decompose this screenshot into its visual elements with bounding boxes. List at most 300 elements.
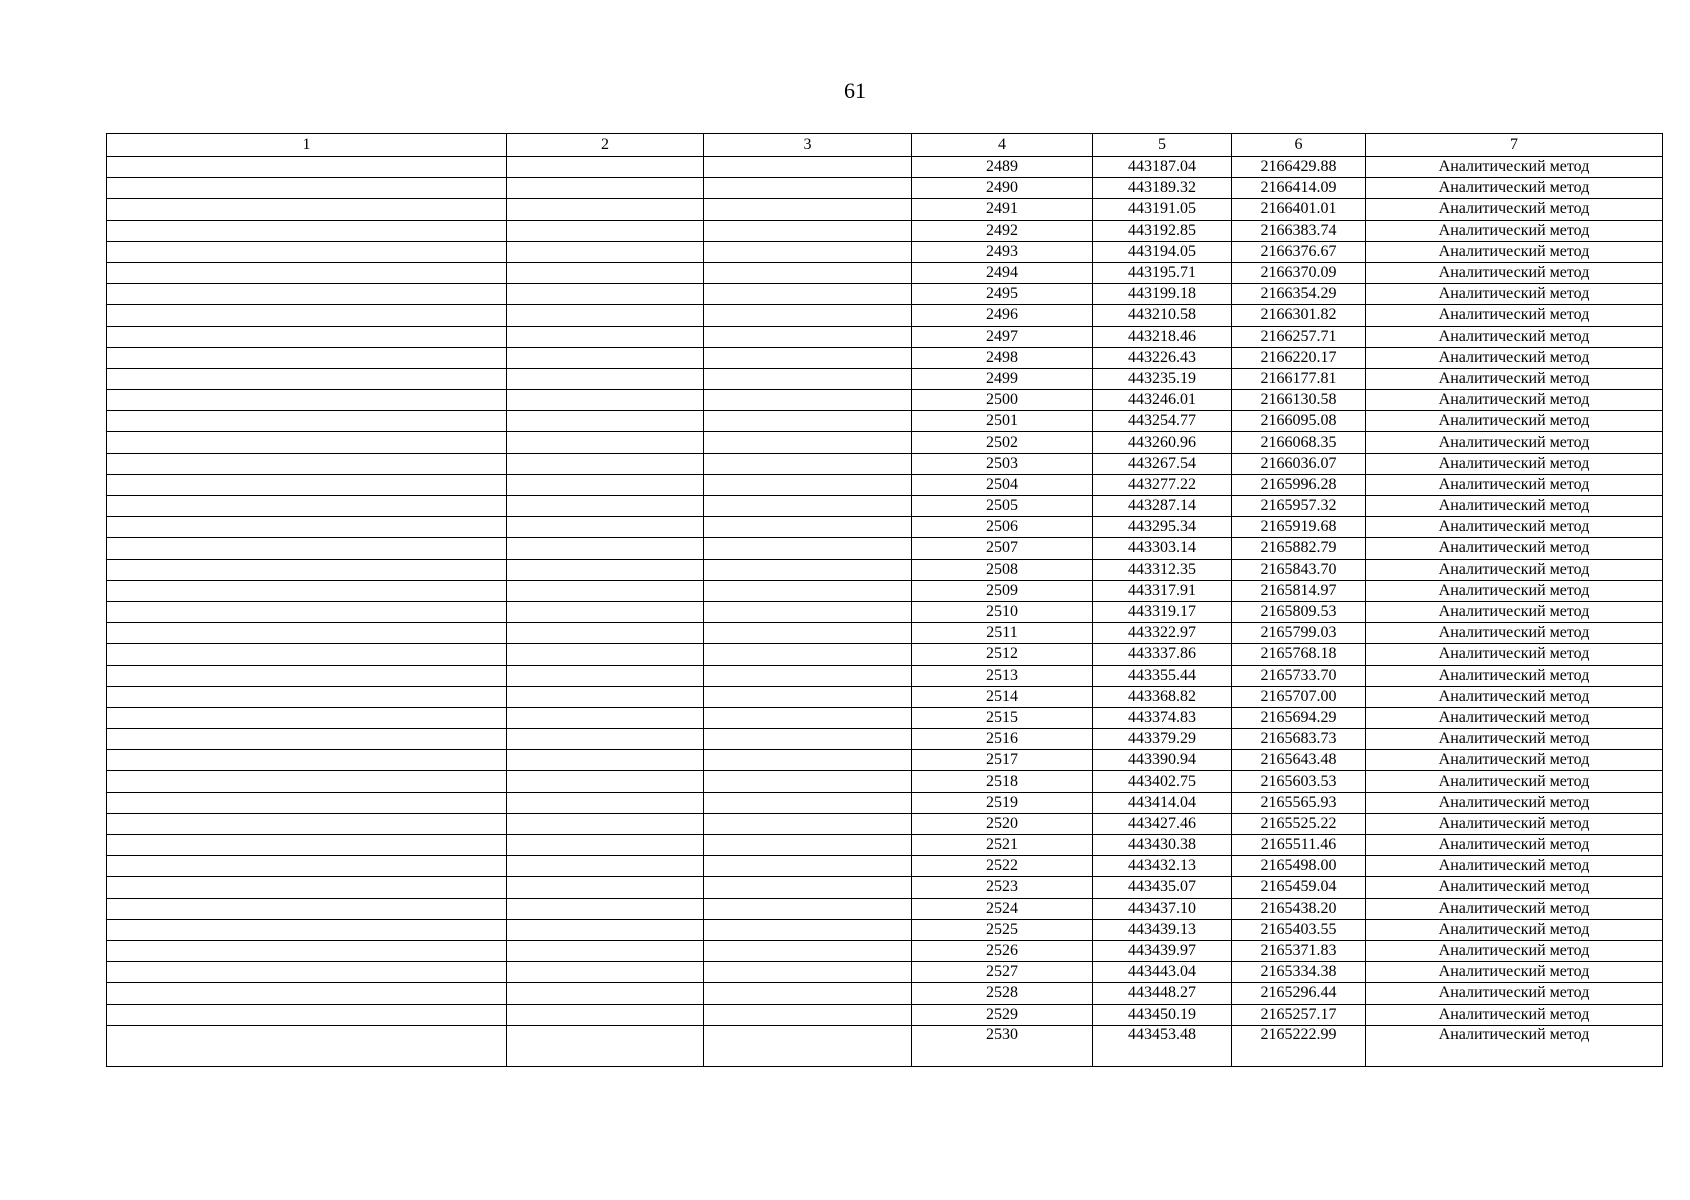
table-row [107, 665, 1663, 686]
x-coordinate-cell: 443189.32 [1093, 178, 1232, 199]
method-cell: Аналитический метод [1366, 305, 1663, 326]
x-coordinate-cell: 443226.43 [1093, 347, 1232, 368]
x-coordinate-cell: 443319.17 [1093, 601, 1232, 622]
col-2-cell [507, 962, 704, 983]
col-1-cell [107, 601, 507, 622]
col-2-cell [507, 559, 704, 580]
column-header-3: 3 [704, 134, 912, 157]
x-coordinate-cell: 443194.05 [1093, 241, 1232, 262]
point-number-cell: 2500 [912, 390, 1093, 411]
col-1-cell [107, 940, 507, 961]
col-2-cell [507, 1025, 704, 1066]
table-row [107, 157, 1663, 178]
col-2-cell [507, 496, 704, 517]
point-number-cell: 2528 [912, 983, 1093, 1004]
table-row [107, 940, 1663, 961]
y-coordinate-cell: 2166429.88 [1232, 157, 1366, 178]
x-coordinate-cell: 443199.18 [1093, 284, 1232, 305]
col-2-cell [507, 623, 704, 644]
table-row [107, 813, 1663, 834]
x-coordinate-cell: 443246.01 [1093, 390, 1232, 411]
col-1-cell [107, 623, 507, 644]
point-number-cell: 2496 [912, 305, 1093, 326]
x-coordinate-cell: 443427.46 [1093, 813, 1232, 834]
col-3-cell [704, 644, 912, 665]
y-coordinate-cell: 2166376.67 [1232, 241, 1366, 262]
col-1-cell [107, 262, 507, 283]
col-2-cell [507, 326, 704, 347]
method-cell: Аналитический метод [1366, 983, 1663, 1004]
y-coordinate-cell: 2165799.03 [1232, 623, 1366, 644]
x-coordinate-cell: 443287.14 [1093, 496, 1232, 517]
table-row [107, 601, 1663, 622]
point-number-cell: 2492 [912, 220, 1093, 241]
y-coordinate-cell: 2166401.01 [1232, 199, 1366, 220]
y-coordinate-cell: 2166036.07 [1232, 453, 1366, 474]
method-cell: Аналитический метод [1366, 347, 1663, 368]
table-row [107, 1004, 1663, 1025]
table-row [107, 962, 1663, 983]
x-coordinate-cell: 443448.27 [1093, 983, 1232, 1004]
point-number-cell: 2523 [912, 877, 1093, 898]
table-row [107, 496, 1663, 517]
x-coordinate-cell: 443337.86 [1093, 644, 1232, 665]
y-coordinate-cell: 2166220.17 [1232, 347, 1366, 368]
col-1-cell [107, 178, 507, 199]
method-cell: Аналитический метод [1366, 241, 1663, 262]
y-coordinate-cell: 2165814.97 [1232, 580, 1366, 601]
y-coordinate-cell: 2165996.28 [1232, 474, 1366, 495]
method-cell: Аналитический метод [1366, 411, 1663, 432]
x-coordinate-cell: 443295.34 [1093, 517, 1232, 538]
point-number-cell: 2521 [912, 835, 1093, 856]
table-row [107, 983, 1663, 1004]
x-coordinate-cell: 443432.13 [1093, 856, 1232, 877]
y-coordinate-cell: 2165603.53 [1232, 771, 1366, 792]
y-coordinate-cell: 2165257.17 [1232, 1004, 1366, 1025]
col-1-cell [107, 962, 507, 983]
y-coordinate-cell: 2165694.29 [1232, 707, 1366, 728]
col-2-cell [507, 220, 704, 241]
col-3-cell [704, 983, 912, 1004]
col-1-cell [107, 686, 507, 707]
col-1-cell [107, 538, 507, 559]
table-header [107, 134, 1663, 157]
col-3-cell [704, 241, 912, 262]
table-row [107, 453, 1663, 474]
column-header-5: 5 [1093, 134, 1232, 157]
col-2-cell [507, 390, 704, 411]
table-row [107, 368, 1663, 389]
col-3-cell [704, 559, 912, 580]
col-3-cell [704, 665, 912, 686]
point-number-cell: 2489 [912, 157, 1093, 178]
method-cell: Аналитический метод [1366, 623, 1663, 644]
method-cell: Аналитический метод [1366, 856, 1663, 877]
table-row [107, 919, 1663, 940]
x-coordinate-cell: 443439.13 [1093, 919, 1232, 940]
col-1-cell [107, 898, 507, 919]
table-row [107, 220, 1663, 241]
y-coordinate-cell: 2165882.79 [1232, 538, 1366, 559]
col-2-cell [507, 729, 704, 750]
point-number-cell: 2509 [912, 580, 1093, 601]
y-coordinate-cell: 2165403.55 [1232, 919, 1366, 940]
col-3-cell [704, 623, 912, 644]
y-coordinate-cell: 2165809.53 [1232, 601, 1366, 622]
method-cell: Аналитический метод [1366, 792, 1663, 813]
col-3-cell [704, 707, 912, 728]
point-number-cell: 2510 [912, 601, 1093, 622]
col-2-cell [507, 877, 704, 898]
col-2-cell [507, 157, 704, 178]
col-3-cell [704, 771, 912, 792]
y-coordinate-cell: 2166370.09 [1232, 262, 1366, 283]
col-2-cell [507, 856, 704, 877]
point-number-cell: 2498 [912, 347, 1093, 368]
method-cell: Аналитический метод [1366, 707, 1663, 728]
x-coordinate-cell: 443322.97 [1093, 623, 1232, 644]
table-row [107, 284, 1663, 305]
col-2-cell [507, 538, 704, 559]
y-coordinate-cell: 2165957.32 [1232, 496, 1366, 517]
x-coordinate-cell: 443191.05 [1093, 199, 1232, 220]
x-coordinate-cell: 443435.07 [1093, 877, 1232, 898]
point-number-cell: 2505 [912, 496, 1093, 517]
method-cell: Аналитический метод [1366, 729, 1663, 750]
method-cell: Аналитический метод [1366, 496, 1663, 517]
point-number-cell: 2529 [912, 1004, 1093, 1025]
point-number-cell: 2501 [912, 411, 1093, 432]
x-coordinate-cell: 443312.35 [1093, 559, 1232, 580]
table-row [107, 538, 1663, 559]
table-body [107, 157, 1663, 1067]
col-2-cell [507, 792, 704, 813]
point-number-cell: 2530 [912, 1025, 1093, 1066]
method-cell: Аналитический метод [1366, 220, 1663, 241]
col-3-cell [704, 347, 912, 368]
col-2-cell [507, 199, 704, 220]
table-row [107, 729, 1663, 750]
col-1-cell [107, 390, 507, 411]
col-1-cell [107, 220, 507, 241]
method-cell: Аналитический метод [1366, 771, 1663, 792]
header-row [107, 134, 1663, 157]
col-1-cell [107, 453, 507, 474]
column-header-7: 7 [1366, 134, 1663, 157]
x-coordinate-cell: 443414.04 [1093, 792, 1232, 813]
col-2-cell [507, 453, 704, 474]
col-3-cell [704, 453, 912, 474]
point-number-cell: 2503 [912, 453, 1093, 474]
col-2-cell [507, 517, 704, 538]
method-cell: Аналитический метод [1366, 601, 1663, 622]
point-number-cell: 2502 [912, 432, 1093, 453]
col-3-cell [704, 262, 912, 283]
table-row [107, 474, 1663, 495]
col-3-cell [704, 496, 912, 517]
col-3-cell [704, 157, 912, 178]
col-2-cell [507, 898, 704, 919]
col-2-cell [507, 411, 704, 432]
point-number-cell: 2497 [912, 326, 1093, 347]
method-cell: Аналитический метод [1366, 559, 1663, 580]
col-1-cell [107, 241, 507, 262]
method-cell: Аналитический метод [1366, 368, 1663, 389]
col-1-cell [107, 813, 507, 834]
method-cell: Аналитический метод [1366, 962, 1663, 983]
col-3-cell [704, 411, 912, 432]
table-row [107, 347, 1663, 368]
col-2-cell [507, 305, 704, 326]
col-2-cell [507, 686, 704, 707]
column-header-1: 1 [107, 134, 507, 157]
col-3-cell [704, 813, 912, 834]
table-row [107, 390, 1663, 411]
point-number-cell: 2526 [912, 940, 1093, 961]
table-row [107, 707, 1663, 728]
col-3-cell [704, 750, 912, 771]
x-coordinate-cell: 443187.04 [1093, 157, 1232, 178]
table-row [107, 623, 1663, 644]
col-3-cell [704, 538, 912, 559]
col-1-cell [107, 347, 507, 368]
col-3-cell [704, 580, 912, 601]
col-1-cell [107, 580, 507, 601]
col-3-cell [704, 220, 912, 241]
col-2-cell [507, 432, 704, 453]
method-cell: Аналитический метод [1366, 199, 1663, 220]
col-3-cell [704, 601, 912, 622]
y-coordinate-cell: 2165371.83 [1232, 940, 1366, 961]
col-3-cell [704, 284, 912, 305]
point-number-cell: 2508 [912, 559, 1093, 580]
table-row [107, 305, 1663, 326]
col-1-cell [107, 496, 507, 517]
x-coordinate-cell: 443437.10 [1093, 898, 1232, 919]
col-2-cell [507, 262, 704, 283]
method-cell: Аналитический метод [1366, 644, 1663, 665]
column-header-4: 4 [912, 134, 1093, 157]
col-2-cell [507, 1004, 704, 1025]
column-header-6: 6 [1232, 134, 1366, 157]
col-3-cell [704, 474, 912, 495]
point-number-cell: 2491 [912, 199, 1093, 220]
method-cell: Аналитический метод [1366, 898, 1663, 919]
y-coordinate-cell: 2166177.81 [1232, 368, 1366, 389]
col-2-cell [507, 750, 704, 771]
x-coordinate-cell: 443355.44 [1093, 665, 1232, 686]
col-3-cell [704, 305, 912, 326]
y-coordinate-cell: 2165733.70 [1232, 665, 1366, 686]
y-coordinate-cell: 2165707.00 [1232, 686, 1366, 707]
col-1-cell [107, 559, 507, 580]
col-3-cell [704, 686, 912, 707]
table-row [107, 559, 1663, 580]
col-3-cell [704, 919, 912, 940]
x-coordinate-cell: 443402.75 [1093, 771, 1232, 792]
col-3-cell [704, 432, 912, 453]
table-row [107, 856, 1663, 877]
col-3-cell [704, 898, 912, 919]
y-coordinate-cell: 2166130.58 [1232, 390, 1366, 411]
col-3-cell [704, 178, 912, 199]
col-2-cell [507, 707, 704, 728]
col-1-cell [107, 284, 507, 305]
col-1-cell [107, 517, 507, 538]
method-cell: Аналитический метод [1366, 474, 1663, 495]
col-1-cell [107, 665, 507, 686]
table-row [107, 262, 1663, 283]
col-3-cell [704, 856, 912, 877]
y-coordinate-cell: 2166068.35 [1232, 432, 1366, 453]
col-2-cell [507, 347, 704, 368]
table-row [107, 199, 1663, 220]
point-number-cell: 2527 [912, 962, 1093, 983]
method-cell: Аналитический метод [1366, 686, 1663, 707]
y-coordinate-cell: 2166095.08 [1232, 411, 1366, 432]
col-1-cell [107, 750, 507, 771]
table-row [107, 898, 1663, 919]
point-number-cell: 2493 [912, 241, 1093, 262]
method-cell: Аналитический метод [1366, 262, 1663, 283]
col-2-cell [507, 580, 704, 601]
x-coordinate-cell: 443277.22 [1093, 474, 1232, 495]
table-row [107, 644, 1663, 665]
col-2-cell [507, 835, 704, 856]
point-number-cell: 2525 [912, 919, 1093, 940]
col-3-cell [704, 792, 912, 813]
col-1-cell [107, 432, 507, 453]
col-3-cell [704, 877, 912, 898]
col-3-cell [704, 517, 912, 538]
col-1-cell [107, 1025, 507, 1066]
y-coordinate-cell: 2166414.09 [1232, 178, 1366, 199]
point-number-cell: 2495 [912, 284, 1093, 305]
point-number-cell: 2513 [912, 665, 1093, 686]
col-1-cell [107, 983, 507, 1004]
table-row [107, 326, 1663, 347]
col-1-cell [107, 792, 507, 813]
col-1-cell [107, 411, 507, 432]
col-1-cell [107, 707, 507, 728]
x-coordinate-cell: 443218.46 [1093, 326, 1232, 347]
col-1-cell [107, 368, 507, 389]
col-1-cell [107, 856, 507, 877]
table-row [107, 241, 1663, 262]
y-coordinate-cell: 2165683.73 [1232, 729, 1366, 750]
table-row [107, 750, 1663, 771]
point-number-cell: 2490 [912, 178, 1093, 199]
col-1-cell [107, 326, 507, 347]
col-1-cell [107, 644, 507, 665]
point-number-cell: 2520 [912, 813, 1093, 834]
col-1-cell [107, 729, 507, 750]
col-1-cell [107, 474, 507, 495]
col-1-cell [107, 877, 507, 898]
point-number-cell: 2507 [912, 538, 1093, 559]
x-coordinate-cell: 443260.96 [1093, 432, 1232, 453]
table-row [107, 835, 1663, 856]
y-coordinate-cell: 2166301.82 [1232, 305, 1366, 326]
y-coordinate-cell: 2165919.68 [1232, 517, 1366, 538]
x-coordinate-cell: 443195.71 [1093, 262, 1232, 283]
col-1-cell [107, 305, 507, 326]
point-number-cell: 2524 [912, 898, 1093, 919]
x-coordinate-cell: 443390.94 [1093, 750, 1232, 771]
col-1-cell [107, 771, 507, 792]
x-coordinate-cell: 443430.38 [1093, 835, 1232, 856]
method-cell: Аналитический метод [1366, 919, 1663, 940]
x-coordinate-cell: 443374.83 [1093, 707, 1232, 728]
column-header-2: 2 [507, 134, 704, 157]
col-3-cell [704, 962, 912, 983]
y-coordinate-cell: 2165525.22 [1232, 813, 1366, 834]
table-row [107, 792, 1663, 813]
x-coordinate-cell: 443450.19 [1093, 1004, 1232, 1025]
table-row [107, 178, 1663, 199]
col-2-cell [507, 474, 704, 495]
col-3-cell [704, 368, 912, 389]
col-2-cell [507, 644, 704, 665]
col-2-cell [507, 601, 704, 622]
method-cell: Аналитический метод [1366, 538, 1663, 559]
x-coordinate-cell: 443439.97 [1093, 940, 1232, 961]
table-row [107, 771, 1663, 792]
table-row [107, 411, 1663, 432]
x-coordinate-cell: 443267.54 [1093, 453, 1232, 474]
table-row [107, 877, 1663, 898]
point-number-cell: 2518 [912, 771, 1093, 792]
col-2-cell [507, 940, 704, 961]
point-number-cell: 2506 [912, 517, 1093, 538]
method-cell: Аналитический метод [1366, 1004, 1663, 1025]
x-coordinate-cell: 443368.82 [1093, 686, 1232, 707]
point-number-cell: 2519 [912, 792, 1093, 813]
method-cell: Аналитический метод [1366, 390, 1663, 411]
x-coordinate-cell: 443317.91 [1093, 580, 1232, 601]
col-1-cell [107, 919, 507, 940]
table-row [107, 686, 1663, 707]
col-3-cell [704, 326, 912, 347]
method-cell: Аналитический метод [1366, 813, 1663, 834]
x-coordinate-cell: 443379.29 [1093, 729, 1232, 750]
table-row [107, 580, 1663, 601]
col-2-cell [507, 284, 704, 305]
x-coordinate-cell: 443254.77 [1093, 411, 1232, 432]
method-cell: Аналитический метод [1366, 580, 1663, 601]
method-cell: Аналитический метод [1366, 517, 1663, 538]
x-coordinate-cell: 443443.04 [1093, 962, 1232, 983]
x-coordinate-cell: 443192.85 [1093, 220, 1232, 241]
table-row [107, 1025, 1663, 1066]
col-3-cell [704, 1025, 912, 1066]
col-3-cell [704, 835, 912, 856]
table-row [107, 432, 1663, 453]
col-1-cell [107, 199, 507, 220]
x-coordinate-cell: 443303.14 [1093, 538, 1232, 559]
col-2-cell [507, 368, 704, 389]
y-coordinate-cell: 2165222.99 [1232, 1025, 1366, 1066]
y-coordinate-cell: 2165843.70 [1232, 559, 1366, 580]
point-number-cell: 2499 [912, 368, 1093, 389]
y-coordinate-cell: 2165768.18 [1232, 644, 1366, 665]
col-1-cell [107, 835, 507, 856]
point-number-cell: 2516 [912, 729, 1093, 750]
col-2-cell [507, 813, 704, 834]
method-cell: Аналитический метод [1366, 284, 1663, 305]
table-row [107, 517, 1663, 538]
